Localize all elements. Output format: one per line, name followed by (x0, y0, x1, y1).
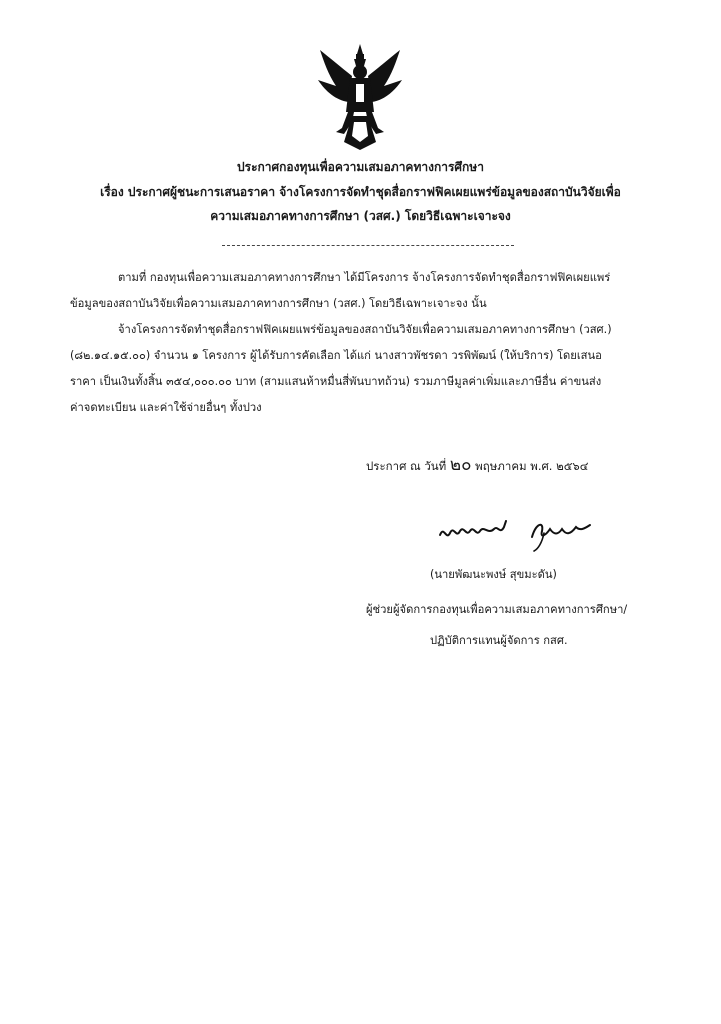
date-day: ๒๐ (449, 455, 472, 475)
body-line-5: ราคา เป็นเงินทั้งสิ้น ๓๕๔,๐๐๐.๐๐ บาท (สามแสนห้าหมื่นสี่พันบาทถ้วน) รวมภาษีมูลค่าเพิ่มและภาษีอื่น ค่าขนส่ง (70, 375, 602, 388)
signatory-title-line-1: ผู้ช่วยผู้จัดการกองทุนเพื่อความเสมอภาคทางการศึกษา/ (366, 603, 628, 616)
body-line-6: ค่าจดทะเบียน และค่าใช้จ่ายอื่นๆ ทั้งปวง (70, 401, 262, 414)
date-month-year: พฤษภาคม พ.ศ. ๒๕๖๔ (475, 459, 589, 473)
header-divider (222, 245, 514, 246)
handwritten-signature (432, 505, 602, 555)
date-prefix: ประกาศ ณ วันที่ (366, 459, 447, 473)
announcement-subject-line-2: ความเสมอภาคทางการศึกษา (วสศ.) โดยวิธีเฉพาะเจาะจง (210, 209, 511, 223)
announcement-subject-line-1: เรื่อง ประกาศผู้ชนะการเสนอราคา จ้างโครงการจัดทำชุดสื่อกราฟฟิคเผยแพร่ข้อมูลของสถาบันวิจัยเพื่อ (100, 185, 621, 199)
garuda-emblem-icon (314, 42, 406, 152)
body-line-4: (๘๒.๑๔.๑๕.๐๐) จำนวน ๑ โครงการ ผู้ได้รับการคัดเลือก ได้แก่ นางสาวพัชรดา วรพิพัฒน์ (ให้บริการ) โดยเสนอ (70, 349, 602, 362)
body-line-2: ข้อมูลของสถาบันวิจัยเพื่อความเสมอภาคทางการศึกษา (วสศ.) โดยวิธีเฉพาะเจาะจง นั้น (70, 297, 487, 310)
announcement-date (366, 451, 588, 478)
body-line-1: ตามที่ กองทุนเพื่อความเสมอภาคทางการศึกษา ได้มีโครงการ จ้างโครงการจัดทำชุดสื่อกราฟฟิคเผยแพร่ (118, 271, 611, 284)
body-line-3: จ้างโครงการจัดทำชุดสื่อกราฟฟิคเผยแพร่ข้อมูลของสถาบันวิจัยเพื่อความเสมอภาคทางการศึกษา (วสศ.) (118, 323, 612, 336)
signatory-title-line-2: ปฏิบัติการแทนผู้จัดการ กสศ. (430, 634, 568, 647)
signatory-name: (นายพัฒนะพงษ์ สุขมะดัน) (430, 568, 557, 581)
announcement-title: ประกาศกองทุนเพื่อความเสมอภาคทางการศึกษา (237, 160, 484, 174)
